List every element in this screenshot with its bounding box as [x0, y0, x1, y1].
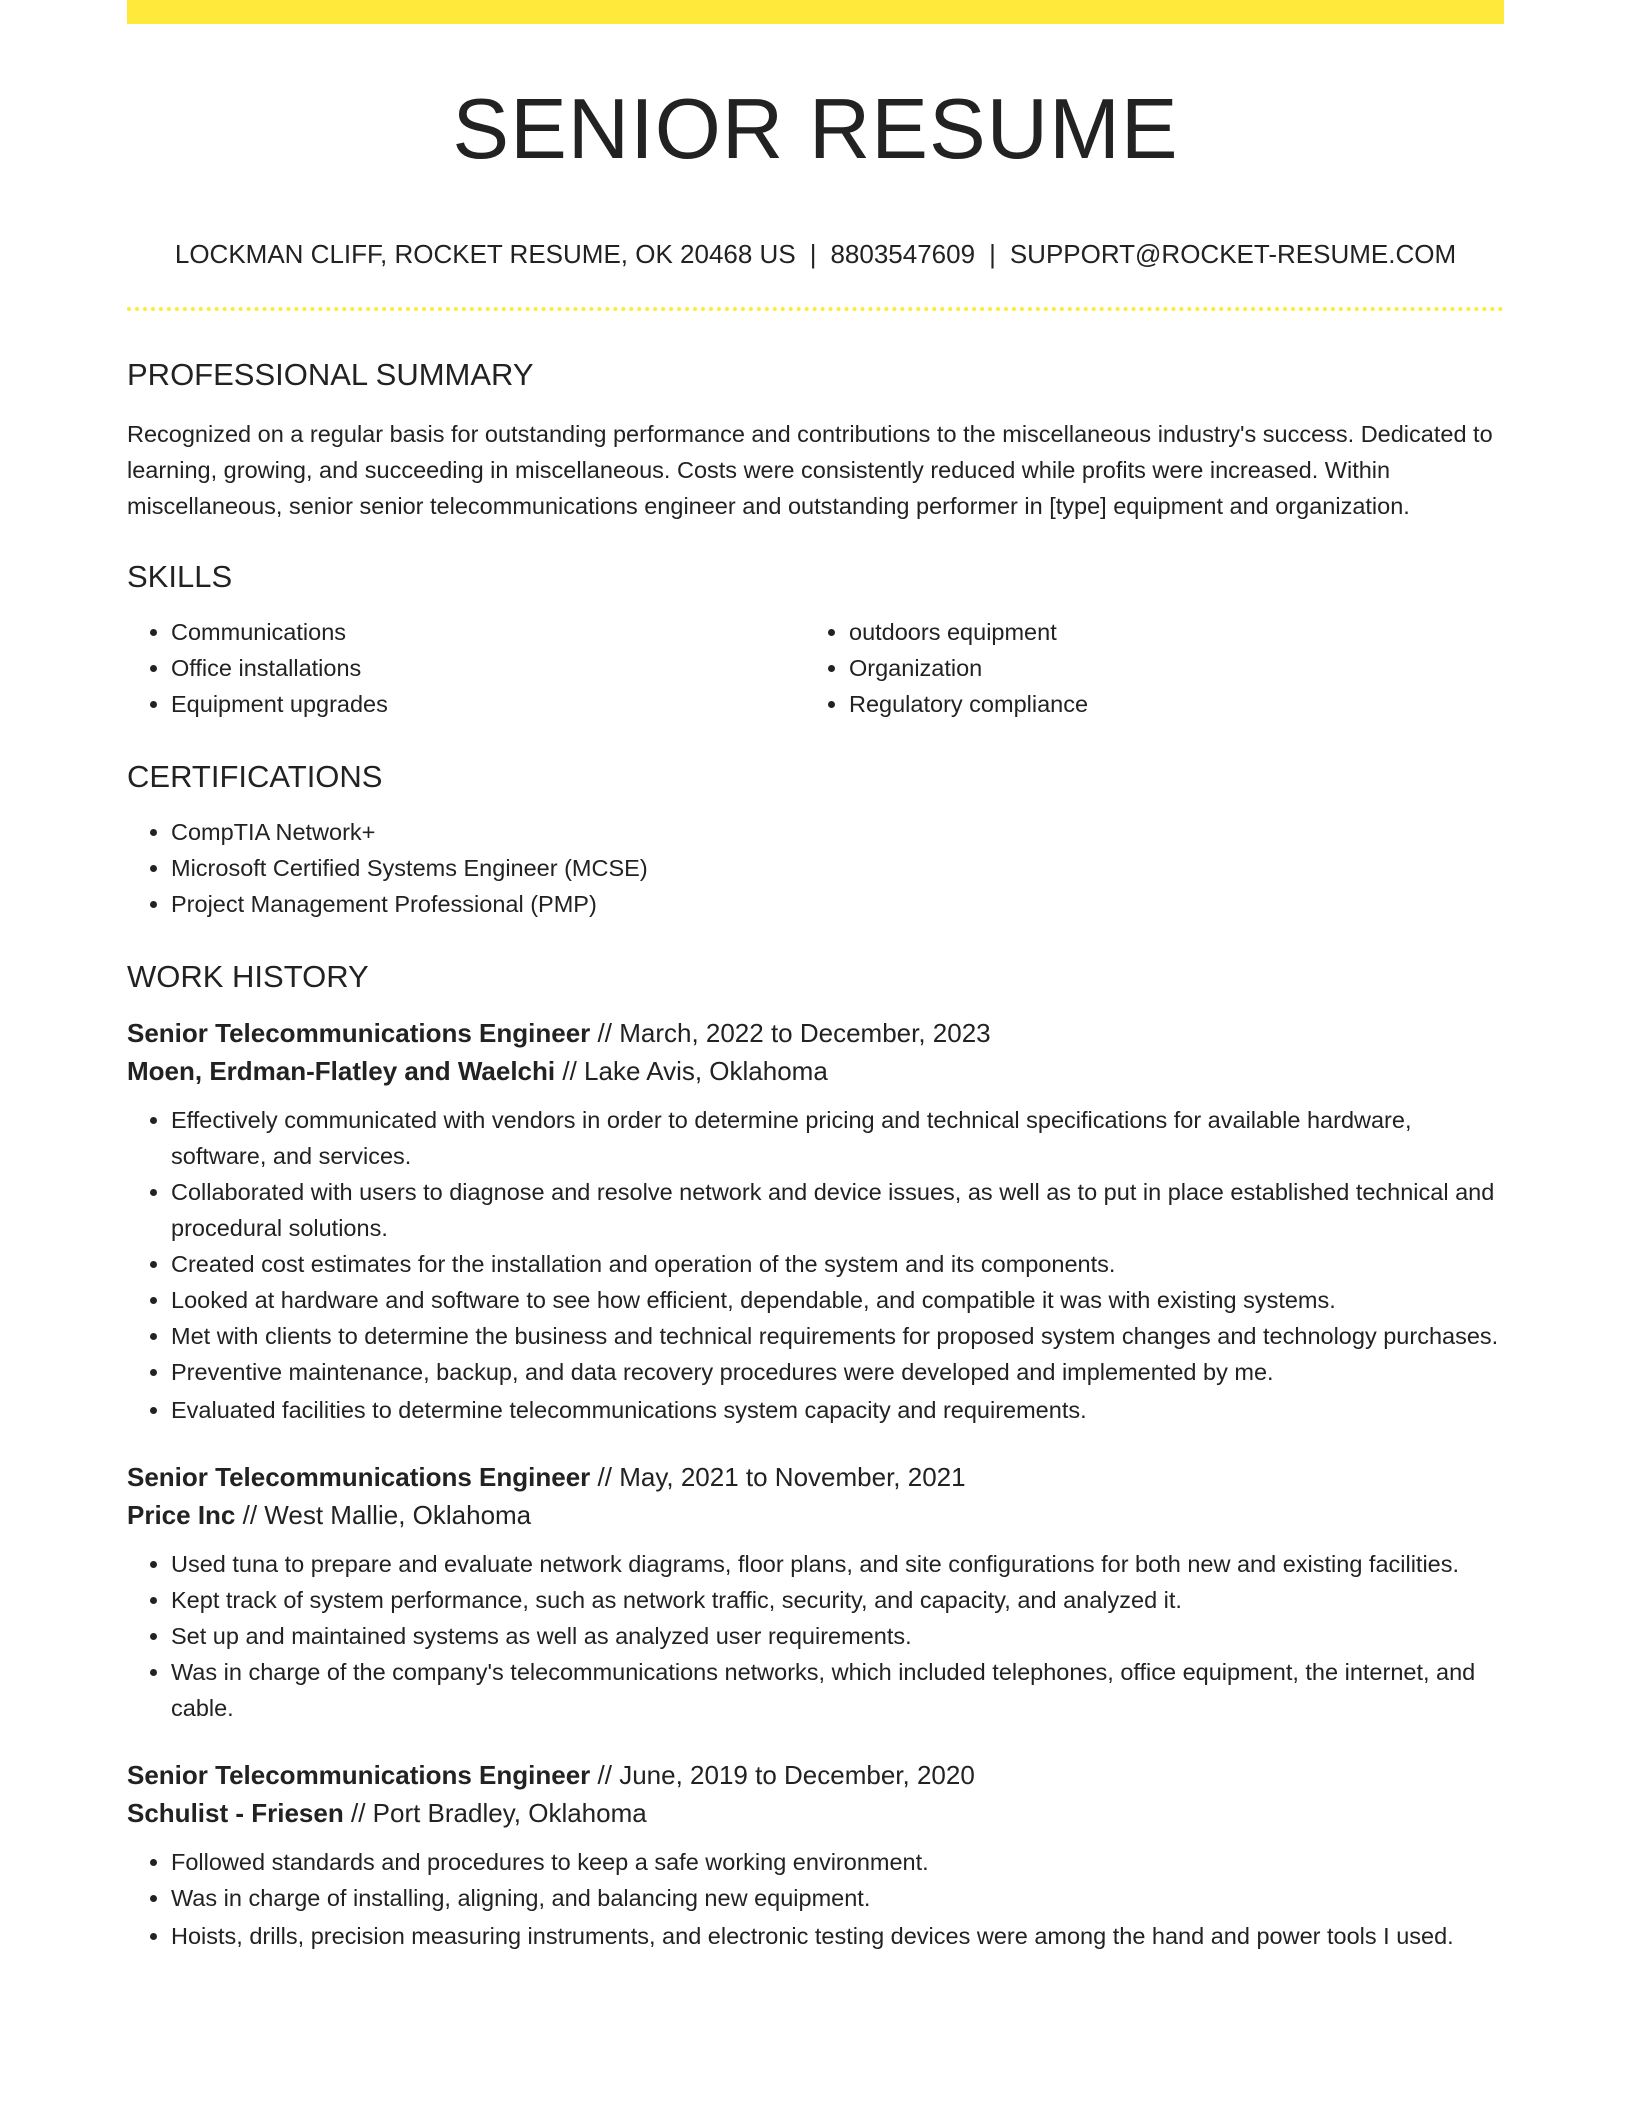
job-title-line [127, 1014, 1504, 1052]
contact-line [127, 236, 1504, 272]
job-title: Senior Telecommunications Engineer [127, 1018, 591, 1048]
skills-columns [127, 614, 1504, 722]
skill-item: • Communications [171, 614, 805, 650]
skills-section [127, 552, 1504, 722]
certifications-heading: CERTIFICATIONS [127, 759, 383, 794]
skills-list-left [127, 614, 805, 722]
job-bullet: • Created cost estimates for the installation and operation of the system and its components. [171, 1246, 1504, 1282]
job-bullet: • Used tuna to prepare and evaluate network diagrams, floor plans, and site configurations for both new and existing facilities. [171, 1546, 1504, 1582]
certifications-list [127, 814, 1504, 922]
resume-title: SENIOR RESUME [452, 82, 1179, 177]
job-title: Senior Telecommunications Engineer [127, 1462, 591, 1492]
header-divider [127, 307, 1504, 311]
summary-section [127, 350, 1504, 524]
job-bullet: • Was in charge of the company's telecommunications networks, which included telephones, office equipment, the internet, and cable. [171, 1654, 1504, 1726]
job-entry [127, 1458, 1504, 1726]
job-bullet: • Collaborated with users to diagnose and resolve network and device issues, as well as to put in place established technical and procedural solutions. [171, 1174, 1504, 1246]
work-history-section [127, 952, 1504, 1954]
job-title: Senior Telecommunications Engineer [127, 1760, 591, 1790]
job-company-line [127, 1496, 1504, 1534]
contact-phone: 8803547609 [830, 239, 976, 269]
job-bullet: • Kept track of system performance, such as network traffic, security, and capacity, and analyzed it. [171, 1582, 1504, 1618]
skill-item: • outdoors equipment [849, 614, 1483, 650]
job-company: Moen, Erdman-Flatley and Waelchi [127, 1056, 556, 1086]
job-title-line [127, 1458, 1504, 1496]
job-bullet: • Followed standards and procedures to keep a safe working environment. [171, 1844, 1504, 1880]
job-dates: // May, 2021 to November, 2021 [597, 1462, 966, 1492]
job-bullets [127, 1102, 1504, 1428]
job-bullets [127, 1844, 1504, 1954]
job-company: Schulist - Friesen [127, 1798, 344, 1828]
job-bullet: • Preventive maintenance, backup, and data recovery procedures were developed and implemented by me. [171, 1354, 1504, 1390]
certifications-section [127, 752, 1504, 922]
job-company-line [127, 1052, 1504, 1090]
resume-body [127, 350, 1504, 1954]
skill-item: • Regulatory compliance [849, 686, 1483, 722]
skill-item: • Office installations [171, 650, 805, 686]
skill-item: • Organization [849, 650, 1483, 686]
contact-email: SUPPORT@ROCKET-RESUME.COM [1009, 239, 1457, 269]
job-bullet: • Set up and maintained systems as well as analyzed user requirements. [171, 1618, 1504, 1654]
top-accent-bar [127, 0, 1504, 24]
work-history-heading: WORK HISTORY [127, 959, 369, 994]
contact-separator: | [809, 239, 817, 269]
skills-heading: SKILLS [127, 559, 233, 594]
job-bullets [127, 1546, 1504, 1726]
certification-item: • CompTIA Network+ [171, 814, 1504, 850]
job-title-line [127, 1756, 1504, 1794]
resume-page [127, 0, 1504, 2112]
summary-heading: PROFESSIONAL SUMMARY [127, 357, 534, 392]
job-bullet: • Hoists, drills, precision measuring instruments, and electronic testing devices were among the hand and power tools I used. [171, 1918, 1504, 1954]
job-location: // Port Bradley, Oklahoma [350, 1798, 647, 1828]
contact-separator: | [989, 239, 996, 269]
job-bullet: • Looked at hardware and software to see how efficient, dependable, and compatible it was with existing systems. [171, 1282, 1504, 1318]
job-location: // West Mallie, Oklahoma [242, 1500, 532, 1530]
job-entry [127, 1756, 1504, 1954]
job-company: Price Inc [127, 1500, 236, 1530]
job-dates: // March, 2022 to December, 2023 [597, 1018, 991, 1048]
job-bullet: • Effectively communicated with vendors in order to determine pricing and technical specifications for available hardware, software, and services. [171, 1102, 1504, 1174]
job-company-line [127, 1794, 1504, 1832]
job-entry [127, 1014, 1504, 1428]
job-bullet: • Was in charge of installing, aligning, and balancing new equipment. [171, 1880, 1504, 1916]
certification-item: • Project Management Professional (PMP) [171, 886, 1504, 922]
certification-item: • Microsoft Certified Systems Engineer (MCSE) [171, 850, 1504, 886]
job-dates: // June, 2019 to December, 2020 [597, 1760, 975, 1790]
skills-list-right [805, 614, 1483, 722]
job-bullet: • Met with clients to determine the business and technical requirements for proposed system changes and technology purchases. [171, 1318, 1504, 1354]
job-location: // Lake Avis, Oklahoma [562, 1056, 828, 1086]
skill-item: • Equipment upgrades [171, 686, 805, 722]
contact-address: LOCKMAN CLIFF, ROCKET RESUME, OK 20468 US [174, 239, 796, 269]
job-bullet: • Evaluated facilities to determine telecommunications system capacity and requirements. [171, 1392, 1504, 1428]
summary-text: Recognized on a regular basis for outstanding performance and contributions to the miscellaneous industry's success. Dedicated to learning, growing, and succeeding in miscellaneous. Costs were consistently reduced while profits were increased. Within miscellaneous, senior senior telecommunications engineer and outstanding performer in [type] equipment and organization. [127, 421, 1493, 519]
